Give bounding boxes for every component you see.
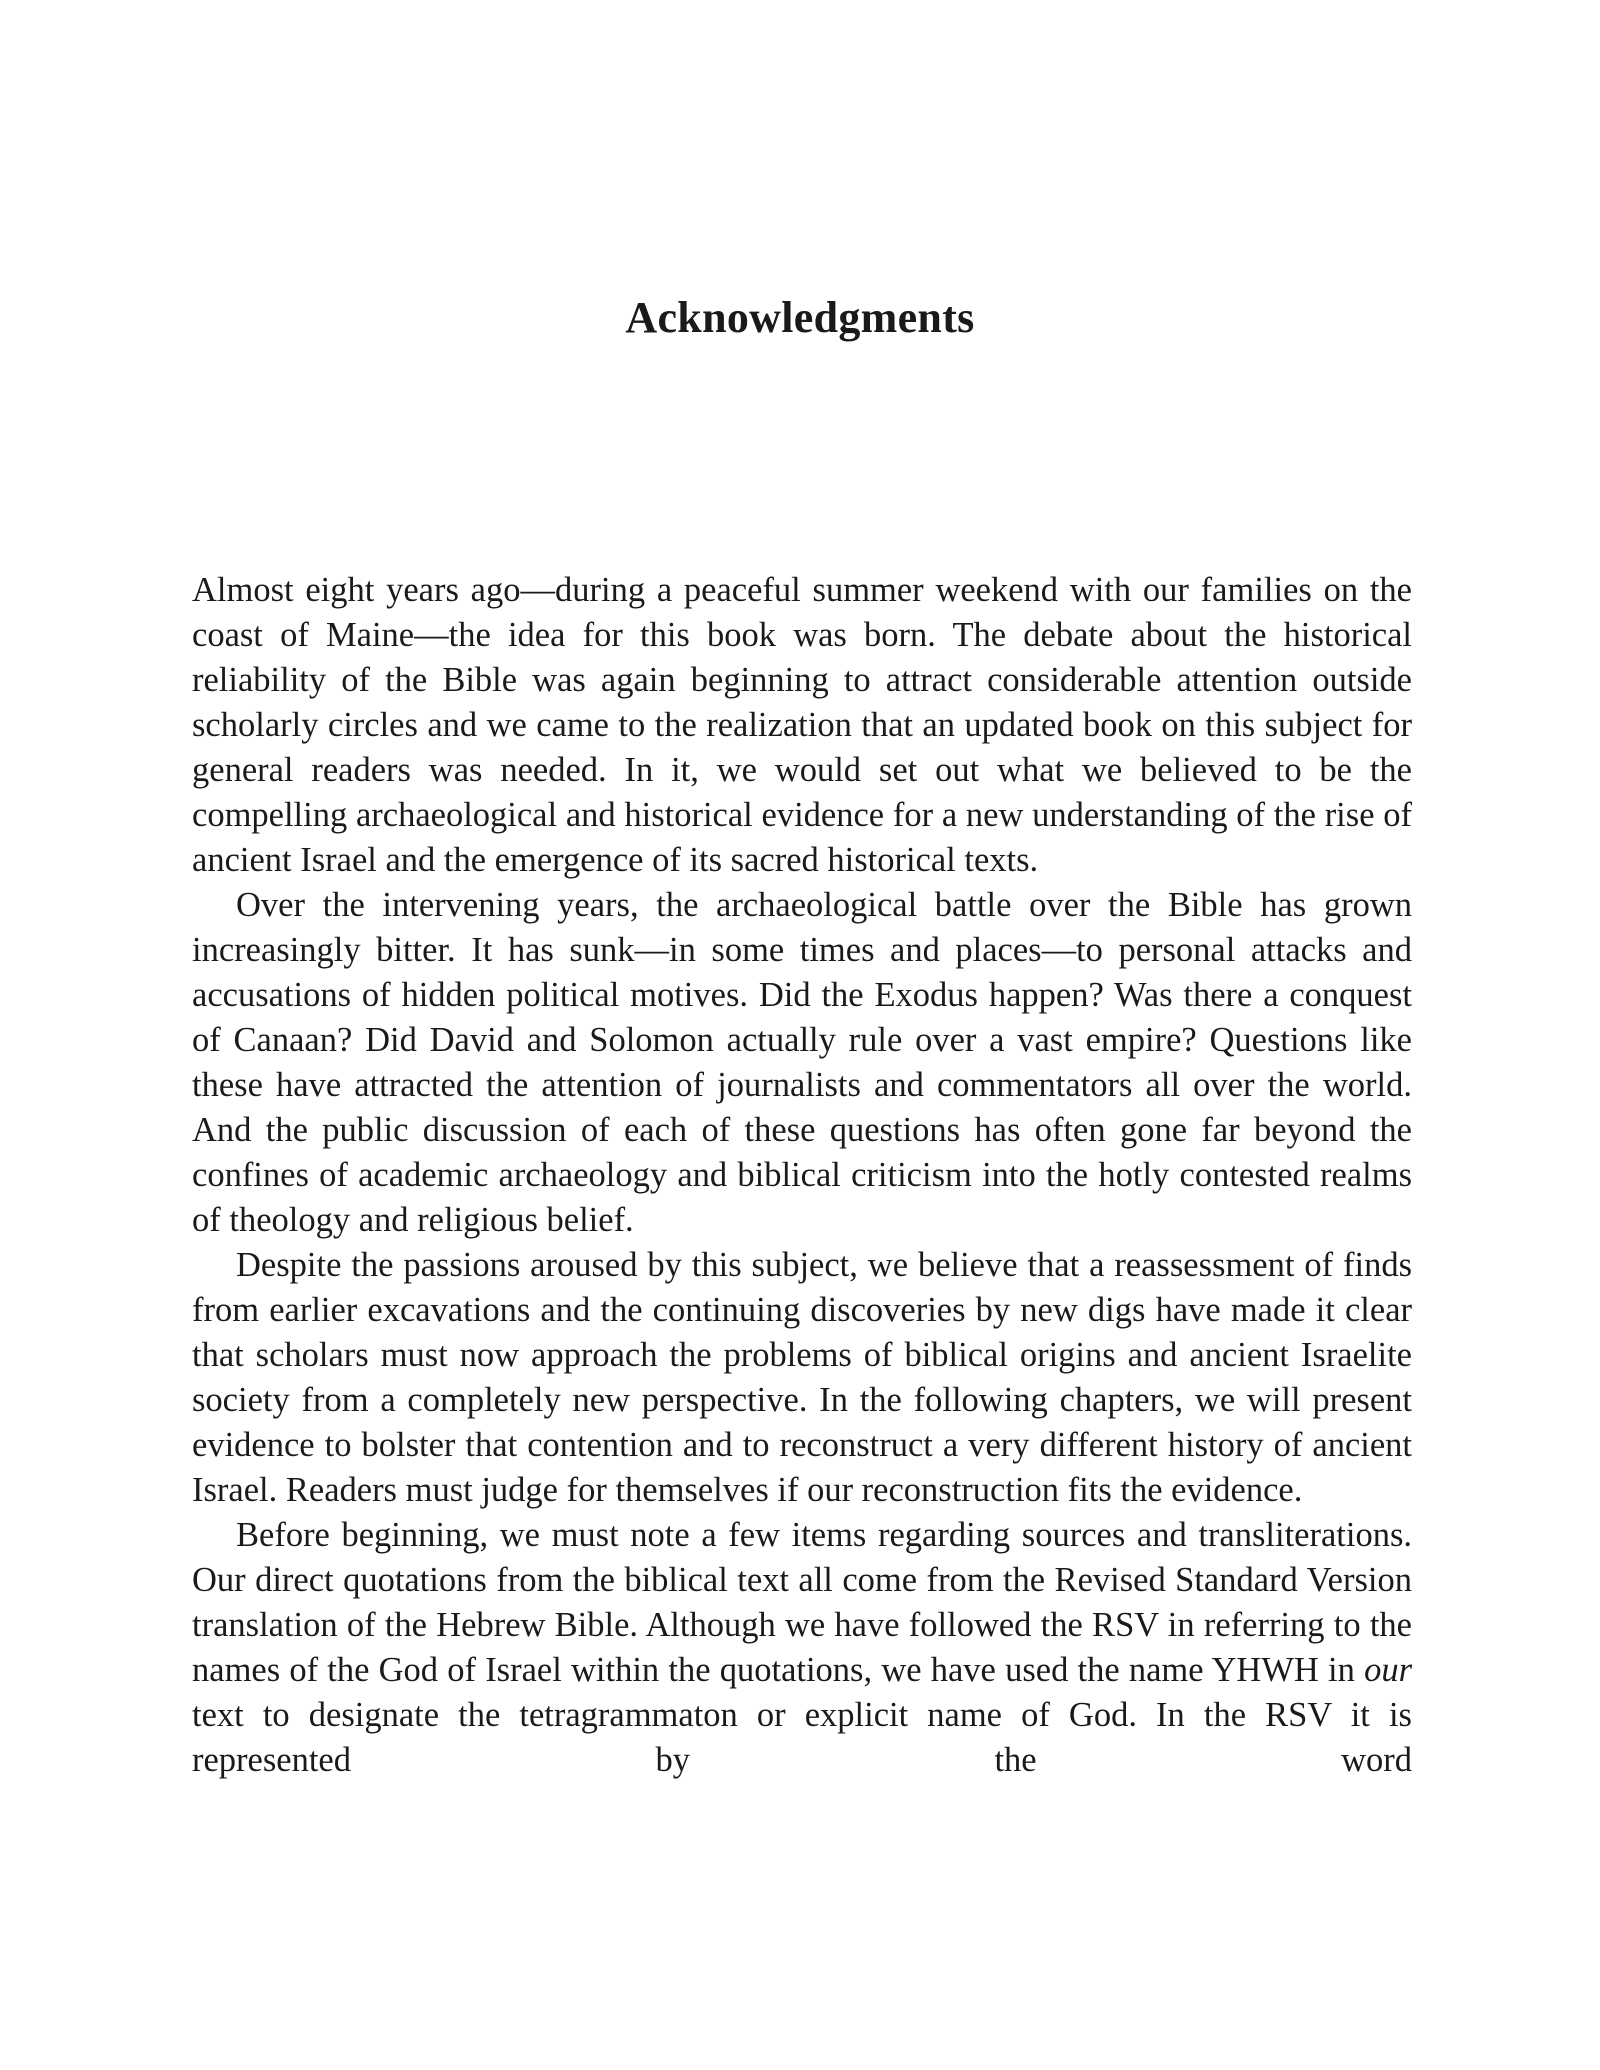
- paragraph-4-text-after: text to designate the tetragrammaton or explicit name of God. In the RSV it is represented by the word: [192, 1696, 1412, 1779]
- paragraph-2: Over the intervening years, the archaeological battle over the Bible has grown increasingly bitter. It has sunk—in some times and places—to personal attacks and accusations of hidden political motives. Did the Exodus happen? Was there a conquest of Canaan? Did David and Solomon actually rule over a vast empire? Questions like these have attracted the attention of journalists and commentators all over the world. And the public discussion of each of these questions has often gone far beyond the confines of academic archaeology and biblical criticism into the hotly contested realms of theology and religious belief.: [192, 886, 1412, 1239]
- paragraph-4-text-before: Before beginning, we must note a few items regarding sources and transliterations. Our direct quotations from the biblical text all come from the Revised Standard Version translation of the Hebrew Bible. Although we have followed the RSV in referring to the names of the God of Israel within the quotations, we have used the name YHWH in: [192, 1516, 1412, 1689]
- paragraph-4: [192, 1513, 1412, 1783]
- body-text: [192, 568, 1412, 1783]
- page-title: Acknowledgments: [625, 293, 975, 342]
- paragraph-4-italic-word: our: [1364, 1651, 1412, 1689]
- paragraph-1: Almost eight years ago—during a peaceful summer weekend with our families on the coast of Maine—the idea for this book was born. The debate about the historical reliability of the Bible was again beginning to attract considerable attention outside scholarly circles and we came to the realization that an updated book on this subject for general readers was needed. In it, we would set out what we believed to be the compelling archaeological and historical evidence for a new understanding of the rise of ancient Israel and the emergence of its sacred historical texts.: [192, 571, 1412, 879]
- paragraph-3: Despite the passions aroused by this subject, we believe that a reassessment of finds from earlier excavations and the continuing discoveries by new digs have made it clear that scholars must now approach the problems of biblical origins and ancient Israelite society from a completely new perspective. In the following chapters, we will present evidence to bolster that contention and to reconstruct a very different history of ancient Israel. Readers must judge for themselves if our reconstruction fits the evidence.: [192, 1246, 1412, 1509]
